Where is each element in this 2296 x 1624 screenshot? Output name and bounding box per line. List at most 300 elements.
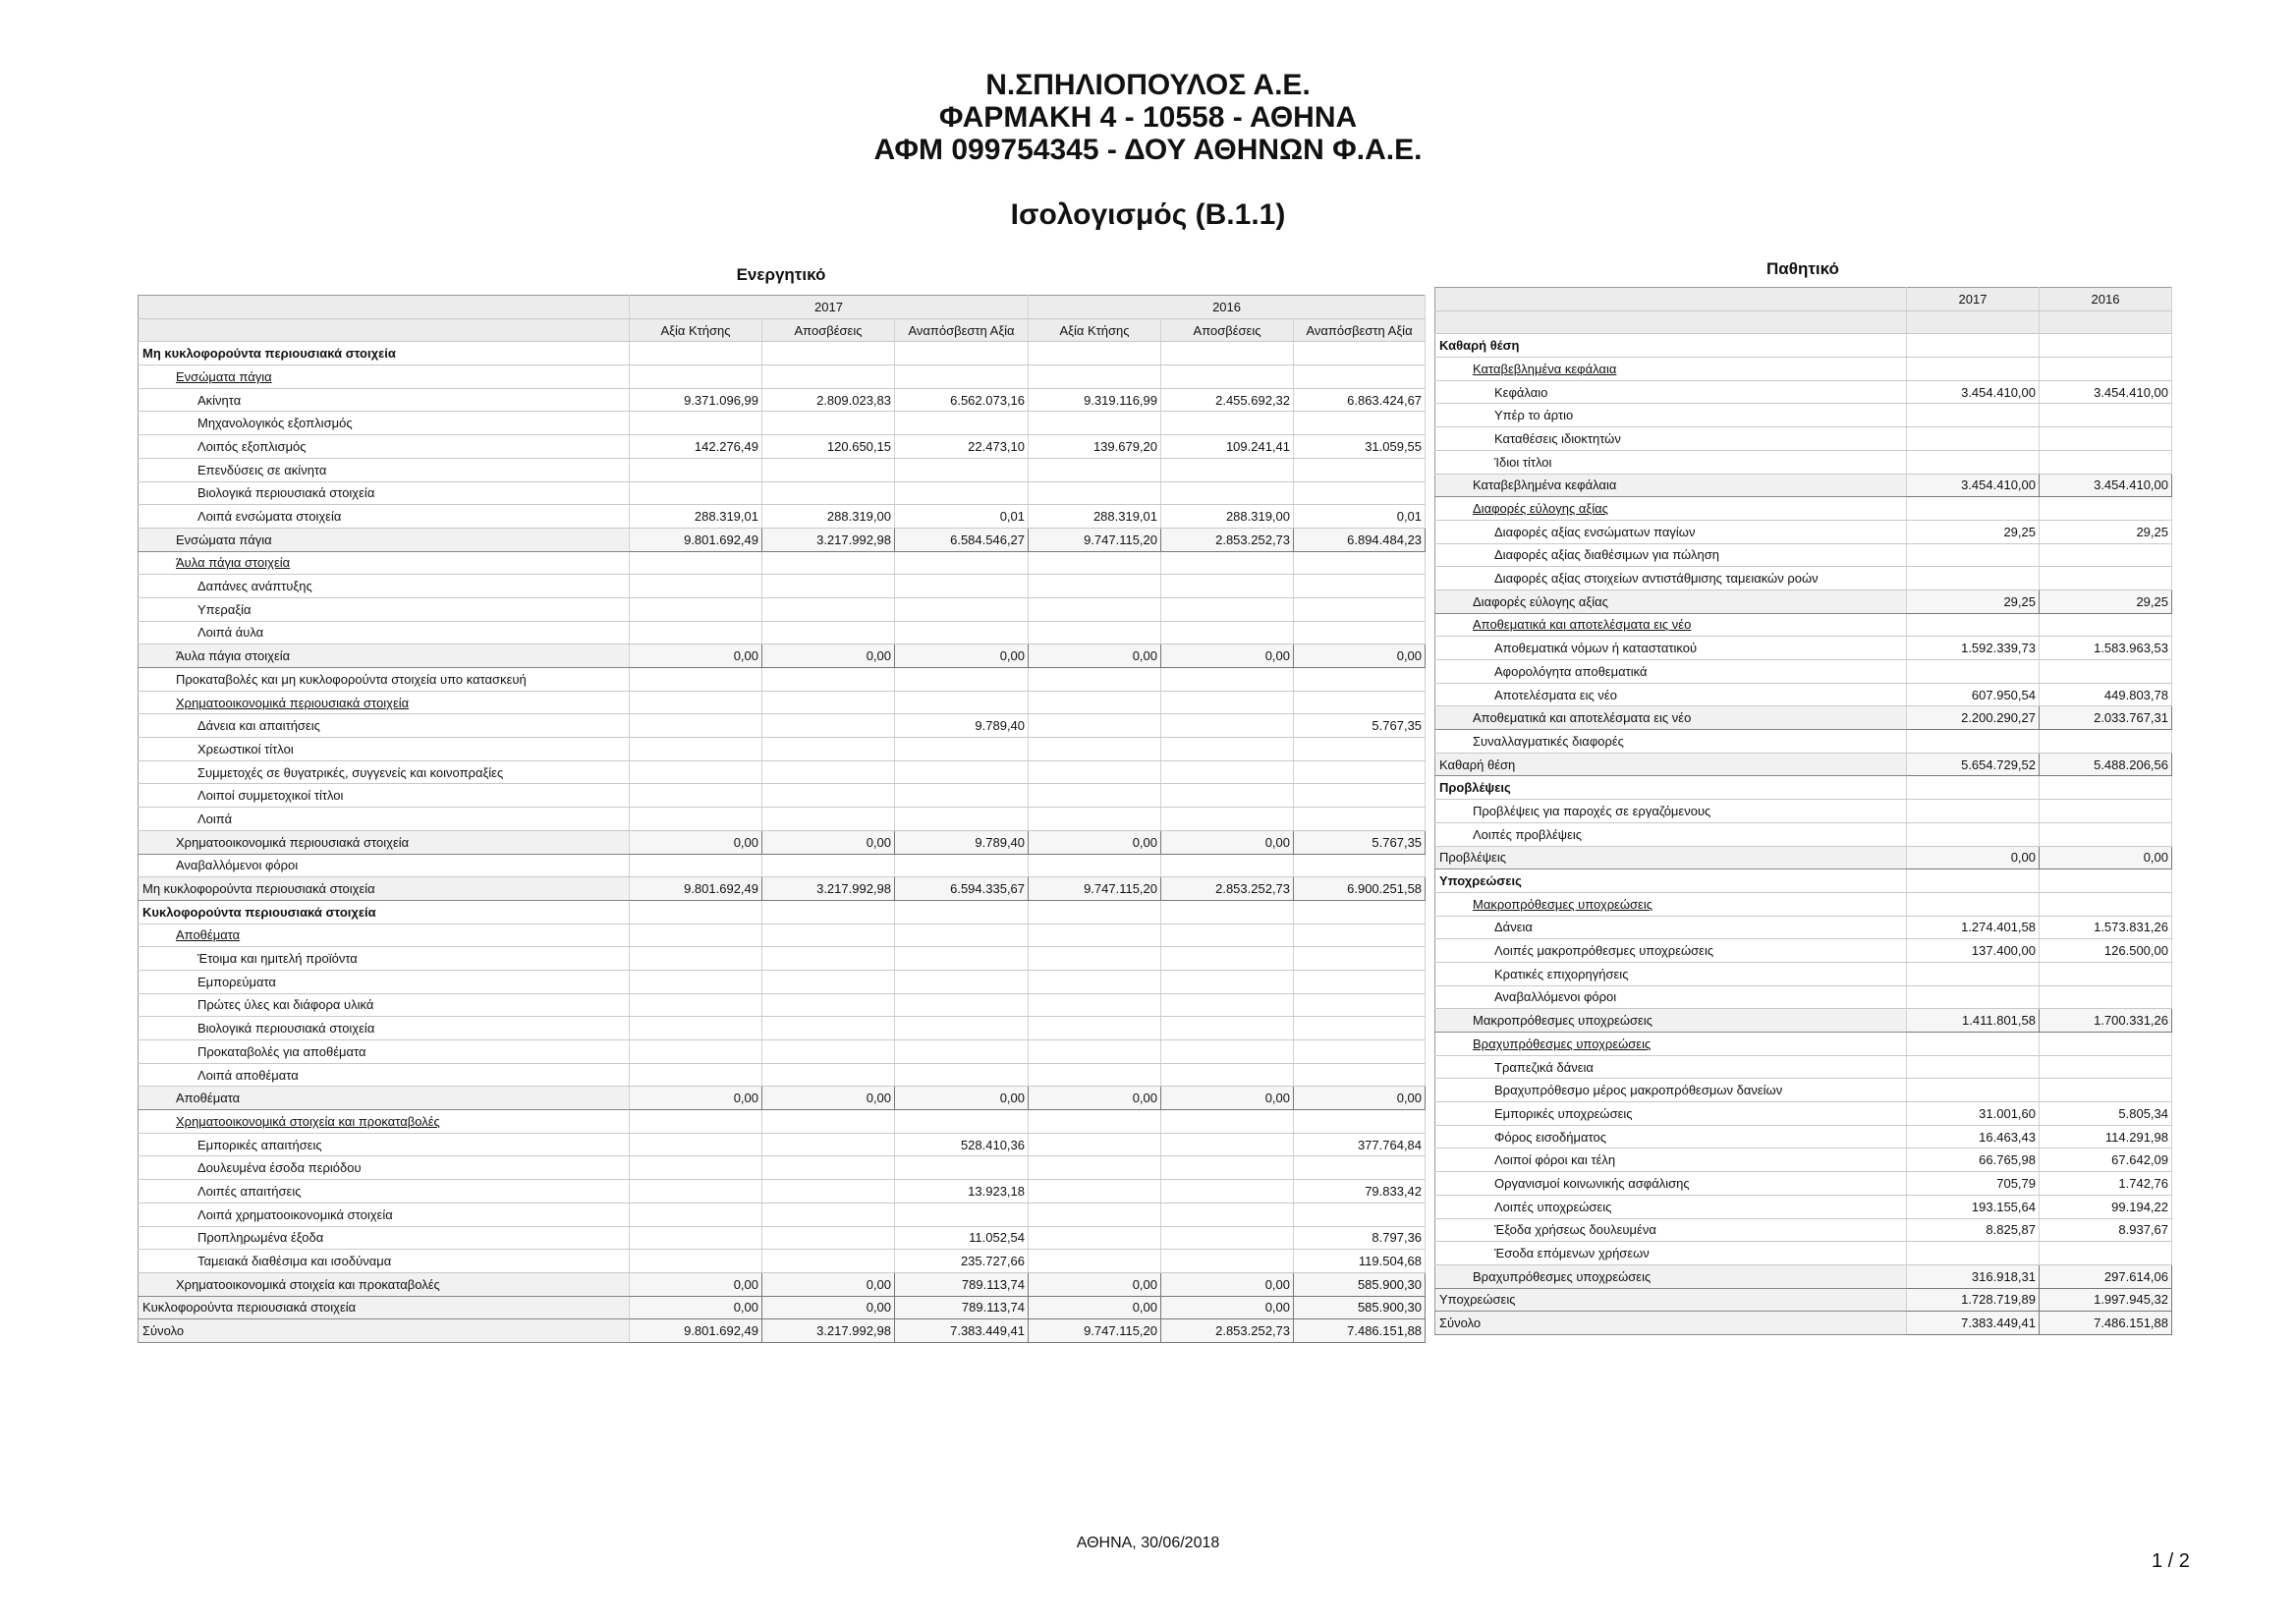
row-label-text: Λοιπός εξοπλισμός xyxy=(197,438,307,454)
row-label xyxy=(139,1110,630,1134)
row-label xyxy=(1435,520,1907,543)
value-cell xyxy=(1294,1040,1426,1064)
row-label-text: Προκαταβολές για αποθέματα xyxy=(197,1043,366,1059)
value-cell: 705,79 xyxy=(1907,1172,2040,1196)
value-cell xyxy=(1907,1033,2040,1056)
value-cell: 1.728.719,89 xyxy=(1907,1288,2040,1312)
row-label-text: Προβλέψεις xyxy=(1439,780,1511,796)
value-cell xyxy=(762,947,895,971)
row-label xyxy=(1435,846,1907,869)
value-cell xyxy=(630,1040,762,1064)
value-cell xyxy=(895,458,1029,481)
row-label-text: Υποχρεώσεις xyxy=(1439,873,1522,889)
value-cell: 0,00 xyxy=(762,830,895,854)
row-label-text: Καθαρή θέση xyxy=(1439,338,1520,354)
value-cell: 0,00 xyxy=(630,1272,762,1296)
value-cell xyxy=(2040,1033,2172,1056)
value-cell: 7.486.151,88 xyxy=(2040,1312,2172,1335)
value-cell xyxy=(762,412,895,435)
value-cell: 288.319,01 xyxy=(630,505,762,529)
value-cell: 2.853.252,73 xyxy=(1161,877,1294,901)
value-cell xyxy=(2040,497,2172,521)
value-cell xyxy=(895,342,1029,365)
value-cell: 13.923,18 xyxy=(895,1180,1029,1204)
value-cell xyxy=(762,1017,895,1040)
value-cell: 0,00 xyxy=(630,830,762,854)
value-cell xyxy=(1161,1017,1294,1040)
value-cell xyxy=(630,668,762,692)
value-cell xyxy=(630,947,762,971)
table-row xyxy=(139,458,1426,481)
value-cell xyxy=(630,760,762,784)
value-cell xyxy=(762,714,895,738)
table-row xyxy=(1435,1195,2172,1218)
value-cell xyxy=(1029,691,1161,714)
row-label xyxy=(139,1180,630,1204)
value-cell xyxy=(1029,760,1161,784)
value-cell: 79.833,42 xyxy=(1294,1180,1426,1204)
assets-column-header-row xyxy=(139,318,1426,342)
row-label-text: Χρεωστικοί τίτλοι xyxy=(197,741,294,756)
table-row xyxy=(139,481,1426,505)
value-cell: 6.584.546,27 xyxy=(895,528,1029,551)
value-cell: 449.803,78 xyxy=(2040,683,2172,706)
value-cell: 288.319,00 xyxy=(1161,505,1294,529)
value-cell xyxy=(630,458,762,481)
value-cell xyxy=(1161,1040,1294,1064)
value-cell: 6.900.251,58 xyxy=(1294,877,1426,901)
value-cell xyxy=(1161,947,1294,971)
row-label xyxy=(1435,1102,1907,1126)
row-label-text: Χρηματοοικονομικά στοιχεία και προκαταβολές xyxy=(176,1113,440,1129)
row-label xyxy=(139,597,630,621)
value-cell xyxy=(1029,597,1161,621)
row-label xyxy=(139,458,630,481)
value-cell xyxy=(630,1180,762,1204)
row-label xyxy=(139,947,630,971)
value-cell xyxy=(762,342,895,365)
value-cell: 67.642,09 xyxy=(2040,1148,2172,1172)
header-spacer xyxy=(139,296,630,319)
table-row xyxy=(139,528,1426,551)
value-cell xyxy=(2040,404,2172,427)
table-row xyxy=(1435,1242,2172,1265)
value-cell: 0,00 xyxy=(1161,1272,1294,1296)
value-cell xyxy=(762,900,895,924)
row-label-text: Αναβαλλόμενοι φόροι xyxy=(176,858,299,873)
table-row xyxy=(139,1110,1426,1134)
value-cell xyxy=(2040,1079,2172,1102)
row-label xyxy=(1435,892,1907,916)
row-label xyxy=(1435,567,1907,590)
value-cell: 5.488.206,56 xyxy=(2040,753,2172,776)
value-cell xyxy=(762,481,895,505)
row-label-text: Καταβεβλημένα κεφάλαια xyxy=(1473,477,1617,493)
row-label-text: Λοιπά άυλα xyxy=(197,625,264,641)
value-cell: 0,00 xyxy=(630,1087,762,1110)
value-cell xyxy=(1029,481,1161,505)
row-label xyxy=(1435,358,1907,381)
value-cell xyxy=(1161,993,1294,1017)
value-cell xyxy=(630,412,762,435)
value-cell: 6.894.484,23 xyxy=(1294,528,1426,551)
row-label xyxy=(1435,776,1907,800)
table-row xyxy=(139,993,1426,1017)
value-cell: 3.454.410,00 xyxy=(1907,474,2040,497)
table-row xyxy=(139,924,1426,947)
value-cell xyxy=(1907,776,2040,800)
value-cell xyxy=(1029,365,1161,389)
value-cell xyxy=(1029,900,1161,924)
value-cell: 9.801.692,49 xyxy=(630,877,762,901)
table-row xyxy=(139,714,1426,738)
value-cell xyxy=(630,342,762,365)
row-label-text: Λοιποί συμμετοχικοί τίτλοι xyxy=(197,788,344,804)
value-cell xyxy=(1294,1110,1426,1134)
value-cell: 1.274.401,58 xyxy=(1907,916,2040,939)
table-row xyxy=(139,1017,1426,1040)
value-cell xyxy=(762,1180,895,1204)
value-cell xyxy=(762,551,895,575)
row-label xyxy=(139,1040,630,1064)
row-label-text: Μη κυκλοφορούντα περιουσιακά στοιχεία xyxy=(142,881,375,897)
value-cell: 22.473,10 xyxy=(895,435,1029,459)
row-label-text: Πρώτες ύλες και διάφορα υλικά xyxy=(197,997,374,1013)
table-row xyxy=(1435,892,2172,916)
value-cell xyxy=(1029,1156,1161,1180)
value-cell xyxy=(1161,458,1294,481)
value-cell: 9.747.115,20 xyxy=(1029,528,1161,551)
value-cell xyxy=(1161,900,1294,924)
row-label xyxy=(139,1203,630,1226)
table-row xyxy=(1435,1172,2172,1196)
value-cell xyxy=(1161,342,1294,365)
value-cell xyxy=(1029,1203,1161,1226)
row-label-text: Ίδιοι τίτλοι xyxy=(1494,454,1552,470)
value-cell xyxy=(1907,358,2040,381)
row-label-text: Αφορολόγητα αποθεματικά xyxy=(1494,663,1648,679)
company-address: ΦΑΡΜΑΚΗ 4 - 10558 - ΑΘΗΝΑ xyxy=(938,101,1358,134)
header-spacer xyxy=(139,318,630,342)
value-cell xyxy=(2040,1242,2172,1265)
row-label xyxy=(139,1296,630,1319)
value-cell: 1.583.963,53 xyxy=(2040,637,2172,660)
row-label-text: Δάνεια και απαιτήσεις xyxy=(197,718,320,734)
assets-heading: Ενεργητικό xyxy=(736,265,826,284)
table-row xyxy=(1435,450,2172,474)
value-cell xyxy=(1161,1133,1294,1156)
value-cell xyxy=(1907,450,2040,474)
table-row xyxy=(139,435,1426,459)
value-cell: 0,00 xyxy=(895,644,1029,668)
table-row xyxy=(1435,822,2172,846)
value-cell xyxy=(895,691,1029,714)
value-cell xyxy=(762,784,895,808)
value-cell xyxy=(1029,784,1161,808)
row-label-text: Έξοδα χρήσεως δουλευμένα xyxy=(1494,1222,1656,1238)
value-cell xyxy=(762,597,895,621)
value-cell xyxy=(630,854,762,877)
value-cell: 29,25 xyxy=(1907,589,2040,613)
row-label xyxy=(139,970,630,993)
row-label-text: Τραπεζικά δάνεια xyxy=(1494,1059,1594,1075)
table-row xyxy=(1435,869,2172,893)
value-cell xyxy=(2040,985,2172,1009)
row-label-text: Υπεραξία xyxy=(197,601,252,617)
value-cell: 99.194,22 xyxy=(2040,1195,2172,1218)
row-label-text: Σύνολο xyxy=(142,1323,185,1339)
value-cell xyxy=(1161,481,1294,505)
table-row xyxy=(139,854,1426,877)
value-cell: 0,00 xyxy=(1161,1296,1294,1319)
value-cell xyxy=(1029,1180,1161,1204)
row-label-text: Διαφορές αξίας διαθέσιμων για πώληση xyxy=(1494,547,1719,563)
value-cell: 2.809.023,83 xyxy=(762,388,895,412)
value-cell xyxy=(895,1203,1029,1226)
value-cell xyxy=(1161,597,1294,621)
row-label xyxy=(139,365,630,389)
row-label xyxy=(1435,1125,1907,1148)
value-cell xyxy=(895,760,1029,784)
value-cell: 9.801.692,49 xyxy=(630,528,762,551)
value-cell: 29,25 xyxy=(2040,520,2172,543)
row-label-text: Οργανισμοί κοινωνικής ασφάλισης xyxy=(1494,1175,1690,1191)
row-label-text: Διαφορές εύλογης αξίας xyxy=(1473,593,1608,609)
year-2017-header: 2017 xyxy=(630,296,1029,319)
row-label-text: Λοιποί φόροι και τέλη xyxy=(1494,1152,1616,1168)
company-tax-info: ΑΦΜ 099754345 - ΔΟΥ ΑΘΗΝΩΝ Φ.Α.Ε. xyxy=(873,134,1423,166)
row-label xyxy=(139,714,630,738)
value-cell xyxy=(1294,597,1426,621)
row-label xyxy=(139,1087,630,1110)
table-row xyxy=(1435,1009,2172,1033)
table-row xyxy=(1435,1055,2172,1079)
value-cell: 0,00 xyxy=(630,1296,762,1319)
value-cell: 528.410,36 xyxy=(895,1133,1029,1156)
row-label xyxy=(1435,1288,1907,1312)
row-label xyxy=(1435,474,1907,497)
value-cell xyxy=(1029,854,1161,877)
value-cell xyxy=(2040,892,2172,916)
row-label xyxy=(1435,1148,1907,1172)
table-row xyxy=(1435,358,2172,381)
value-cell xyxy=(1294,738,1426,761)
value-cell xyxy=(1029,1250,1161,1273)
value-cell xyxy=(1907,962,2040,985)
row-label xyxy=(139,924,630,947)
row-label-text: Κεφάλαιο xyxy=(1494,384,1548,400)
table-row xyxy=(1435,474,2172,497)
value-cell xyxy=(630,808,762,831)
value-cell xyxy=(762,365,895,389)
value-cell xyxy=(762,1110,895,1134)
row-label xyxy=(139,738,630,761)
value-cell: 0,01 xyxy=(895,505,1029,529)
value-cell xyxy=(630,900,762,924)
row-label-text: Βραχυπρόθεσμο μέρος μακροπρόθεσμων δανείων xyxy=(1494,1083,1783,1098)
value-cell xyxy=(2040,358,2172,381)
value-cell: 31.001,60 xyxy=(1907,1102,2040,1126)
value-cell: 3.217.992,98 xyxy=(762,1319,895,1343)
value-cell: 16.463,43 xyxy=(1907,1125,2040,1148)
value-cell xyxy=(1294,1203,1426,1226)
value-cell xyxy=(630,1250,762,1273)
value-cell: 5.767,35 xyxy=(1294,830,1426,854)
row-label-text: Λοιπές υποχρεώσεις xyxy=(1494,1199,1612,1214)
table-row xyxy=(139,1156,1426,1180)
row-label xyxy=(139,993,630,1017)
row-label xyxy=(1435,683,1907,706)
value-cell: 0,00 xyxy=(1029,1296,1161,1319)
value-cell xyxy=(1161,551,1294,575)
value-cell xyxy=(2040,962,2172,985)
value-cell: 0,00 xyxy=(2040,846,2172,869)
value-cell xyxy=(762,458,895,481)
value-cell xyxy=(895,947,1029,971)
value-cell: 3.454.410,00 xyxy=(2040,380,2172,404)
row-label xyxy=(1435,543,1907,567)
value-cell: 585.900,30 xyxy=(1294,1296,1426,1319)
row-label-text: Δάνεια xyxy=(1494,920,1533,935)
row-label-text: Δαπάνες ανάπτυξης xyxy=(197,579,312,594)
row-label xyxy=(1435,613,1907,637)
value-cell: 0,00 xyxy=(762,1087,895,1110)
row-label xyxy=(139,644,630,668)
table-row xyxy=(139,877,1426,901)
row-label xyxy=(1435,1312,1907,1335)
table-row xyxy=(139,808,1426,831)
table-row xyxy=(139,342,1426,365)
table-row xyxy=(1435,800,2172,823)
row-label xyxy=(1435,1218,1907,1242)
value-cell xyxy=(1029,412,1161,435)
value-cell xyxy=(630,1203,762,1226)
value-cell xyxy=(1029,621,1161,644)
value-cell: 11.052,54 xyxy=(895,1226,1029,1250)
row-label xyxy=(1435,1264,1907,1288)
value-cell xyxy=(1161,691,1294,714)
table-row xyxy=(1435,427,2172,451)
table-row xyxy=(139,505,1426,529)
value-cell: 789.113,74 xyxy=(895,1296,1029,1319)
value-cell xyxy=(1907,404,2040,427)
table-row xyxy=(1435,660,2172,684)
value-cell: 1.700.331,26 xyxy=(2040,1009,2172,1033)
table-row xyxy=(139,388,1426,412)
row-label xyxy=(1435,1195,1907,1218)
row-label xyxy=(139,854,630,877)
row-label-text: Κυκλοφορούντα περιουσιακά στοιχεία xyxy=(142,904,376,920)
value-cell xyxy=(2040,869,2172,893)
table-row xyxy=(139,1040,1426,1064)
value-cell xyxy=(762,1133,895,1156)
value-cell: 297.614,06 xyxy=(2040,1264,2172,1288)
value-cell: 2.200.290,27 xyxy=(1907,706,2040,730)
liabilities-table xyxy=(1434,287,2172,1335)
table-row xyxy=(1435,1102,2172,1126)
value-cell xyxy=(895,621,1029,644)
table-row xyxy=(1435,776,2172,800)
value-cell xyxy=(1029,738,1161,761)
value-cell xyxy=(630,481,762,505)
value-cell xyxy=(762,760,895,784)
value-cell xyxy=(1907,427,2040,451)
value-cell: 0,00 xyxy=(1029,830,1161,854)
value-cell xyxy=(1029,1063,1161,1087)
row-label-text: Μακροπρόθεσμες υποχρεώσεις xyxy=(1473,1013,1653,1029)
row-label xyxy=(1435,404,1907,427)
row-label xyxy=(1435,1055,1907,1079)
value-cell xyxy=(1907,1055,2040,1079)
row-label xyxy=(1435,334,1907,358)
row-label xyxy=(1435,730,1907,754)
value-cell: 0,00 xyxy=(1294,644,1426,668)
row-label xyxy=(1435,497,1907,521)
table-row xyxy=(1435,1125,2172,1148)
value-cell xyxy=(630,551,762,575)
value-cell xyxy=(895,854,1029,877)
value-cell xyxy=(630,1133,762,1156)
table-row xyxy=(1435,613,2172,637)
table-row xyxy=(139,412,1426,435)
value-cell xyxy=(1907,822,2040,846)
value-cell xyxy=(630,365,762,389)
row-label-text: Έσοδα επόμενων χρήσεων xyxy=(1494,1246,1650,1261)
row-label xyxy=(139,1017,630,1040)
row-label-text: Υποχρεώσεις xyxy=(1439,1292,1516,1308)
value-cell xyxy=(1029,924,1161,947)
value-cell: 607.950,54 xyxy=(1907,683,2040,706)
value-cell xyxy=(1294,924,1426,947)
table-row xyxy=(139,1180,1426,1204)
table-row xyxy=(139,947,1426,971)
value-cell xyxy=(895,575,1029,598)
value-cell xyxy=(1294,458,1426,481)
value-cell: 377.764,84 xyxy=(1294,1133,1426,1156)
row-label xyxy=(139,388,630,412)
table-row xyxy=(139,621,1426,644)
value-cell: 109.241,41 xyxy=(1161,435,1294,459)
row-label-text: Ενσώματα πάγια xyxy=(176,532,272,547)
value-cell xyxy=(630,1226,762,1250)
table-row xyxy=(1435,567,2172,590)
table-row xyxy=(139,575,1426,598)
value-cell xyxy=(1029,342,1161,365)
value-cell xyxy=(1161,738,1294,761)
value-cell: 9.371.096,99 xyxy=(630,388,762,412)
row-label xyxy=(1435,869,1907,893)
value-cell: 1.573.831,26 xyxy=(2040,916,2172,939)
value-cell xyxy=(1161,412,1294,435)
value-cell xyxy=(1294,668,1426,692)
value-cell xyxy=(1294,808,1426,831)
row-label xyxy=(139,1272,630,1296)
value-cell xyxy=(1907,497,2040,521)
value-cell xyxy=(1294,342,1426,365)
row-label xyxy=(1435,660,1907,684)
value-cell xyxy=(1907,1079,2040,1102)
value-cell xyxy=(630,1110,762,1134)
row-label-text: Έτοιμα και ημιτελή προϊόντα xyxy=(197,951,358,967)
row-label-text: Καθαρή θέση xyxy=(1439,756,1516,772)
value-cell: 288.319,00 xyxy=(762,505,895,529)
value-cell: 0,00 xyxy=(762,1296,895,1319)
value-cell: 120.650,15 xyxy=(762,435,895,459)
row-label xyxy=(139,808,630,831)
value-cell xyxy=(1029,551,1161,575)
row-label-text: Χρηματοοικονομικά περιουσιακά στοιχεία xyxy=(176,834,410,850)
row-label-text: Ταμειακά διαθέσιμα και ισοδύναμα xyxy=(197,1254,392,1269)
